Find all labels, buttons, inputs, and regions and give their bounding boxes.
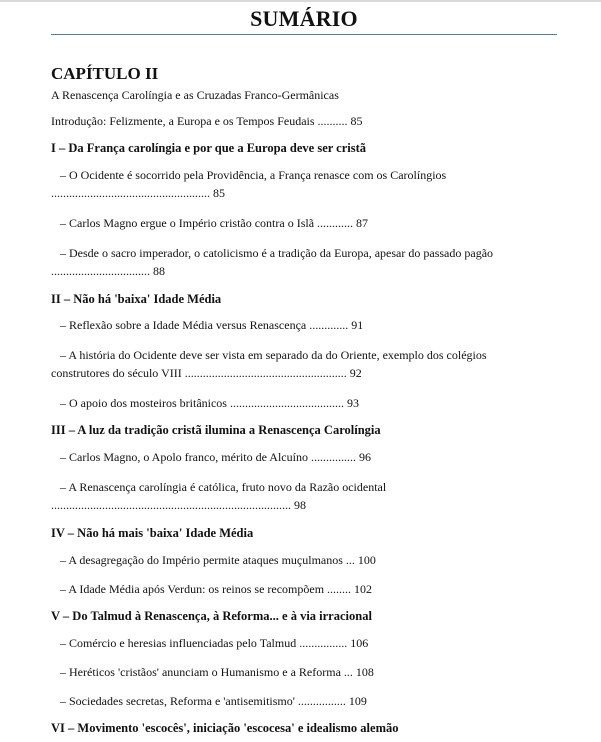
toc-entry[interactable]	[51, 449, 557, 465]
toc-entry[interactable]	[51, 581, 557, 597]
toc-entry[interactable]	[51, 317, 557, 333]
toc-entry-intro[interactable]: Introdução: Felizmente, a Europa e os Tempos Feudais .......... 85	[51, 114, 363, 128]
toc-entry-text: – Comércio e heresias influenciadas pelo Talmud ................ 106	[60, 636, 369, 650]
table-of-contents-page	[51, 0, 557, 736]
toc-entry[interactable]	[51, 395, 557, 411]
toc-section-heading[interactable]: II – Não há 'baixa' Idade Média	[51, 292, 222, 306]
toc-entry-text: – Carlos Magno, o Apolo franco, mérito de Alcuíno ............... 96	[60, 450, 371, 464]
toc-entry[interactable]	[51, 215, 557, 231]
toc-entry[interactable]	[51, 244, 557, 280]
toc-entry-text: – A Renascença carolíngia é católica, fruto novo da Razão ocidental	[60, 480, 387, 494]
toc-section-heading[interactable]: IV – Não há mais 'baixa' Idade Média	[51, 526, 254, 540]
toc-entry-text: – Desde o sacro imperador, o catolicismo é a tradição da Europa, apesar do passado pagão	[60, 246, 494, 260]
toc-entry-text: – A Idade Média após Verdun: os reinos se recompõem ........ 102	[60, 582, 373, 596]
toc-entry-leader: construtores do século VIII ...................................................... 92	[51, 366, 362, 380]
toc-entry-text: – Reflexão sobre a Idade Média versus Renascença ............. 91	[60, 318, 364, 332]
toc-section-heading[interactable]: I – Da França carolíngia e por que a Europa deve ser cristã	[51, 141, 367, 155]
toc-entry-text: – Carlos Magno ergue o Império cristão contra o Islã ............ 87	[60, 216, 369, 230]
toc-entry-text: – A história do Ocidente deve ser vista em separado da do Oriente, exemplo dos colégios	[60, 348, 487, 362]
toc-entry-leader: ................................. 88	[51, 264, 165, 278]
toc-entry[interactable]	[51, 693, 557, 709]
title-divider	[51, 34, 557, 35]
toc-entry[interactable]	[51, 635, 557, 651]
toc-entry-text: – O Ocidente é socorrido pela Providência, a França renasce com os Carolíngios	[60, 168, 447, 182]
toc-section-heading[interactable]: III – A luz da tradição cristã ilumina a Renascença Carolíngia	[51, 423, 381, 437]
toc-entry-text: – Sociedades secretas, Reforma e 'antisemitismo' ................ 109	[60, 694, 367, 708]
toc-entry[interactable]	[51, 664, 557, 680]
toc-entry[interactable]	[51, 346, 557, 382]
toc-entry-text: – Heréticos 'cristãos' anunciam o Humanismo e a Reforma ... 108	[60, 665, 374, 679]
toc-entry-leader: ................................................................................ 98	[51, 498, 306, 512]
toc-entry-text: – O apoio dos mosteiros britânicos ...................................... 93	[60, 396, 359, 410]
toc-entry-leader: ..................................................... 85	[51, 186, 225, 200]
toc-entry-text: – A desagregação do Império permite ataques muçulmanos ... 100	[60, 553, 376, 567]
page-title: SUMÁRIO	[250, 6, 358, 31]
toc-entry[interactable]	[51, 166, 557, 202]
chapter-heading: CAPÍTULO II	[51, 64, 159, 83]
toc-section-heading[interactable]: VI – Movimento 'escocês', iniciação 'escocesa' e idealismo alemão	[51, 721, 399, 735]
toc-entry[interactable]	[51, 552, 557, 568]
chapter-subtitle: A Renascença Carolíngia e as Cruzadas Franco-Germânicas	[51, 88, 339, 102]
toc-entry[interactable]	[51, 478, 557, 514]
toc-section-heading[interactable]: V – Do Talmud à Renascença, à Reforma... e à via irracional	[51, 609, 372, 623]
